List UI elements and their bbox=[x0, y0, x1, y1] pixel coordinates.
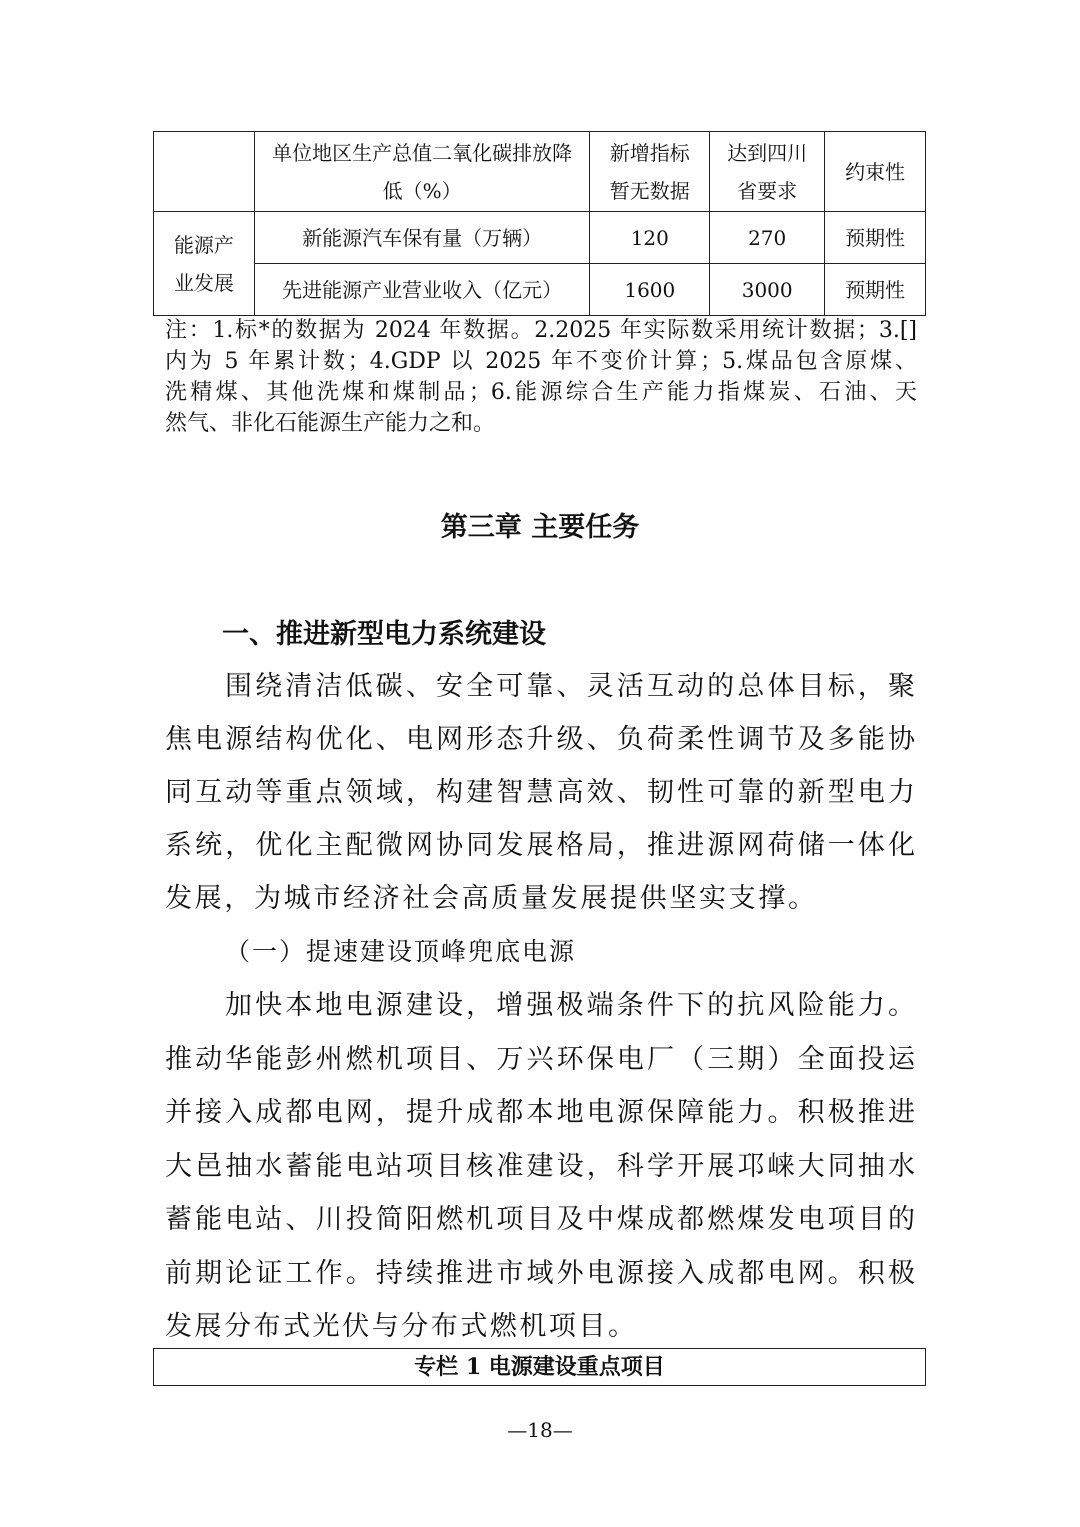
paragraph-line: 系统，优化主配微网协同发展格局，推进源网荷储一体化 bbox=[165, 830, 915, 861]
note-line: 注：1.标*的数据为 2024 年数据。2.2025 年实际数采用统计数据；3.[] bbox=[165, 318, 917, 343]
table-cell-value: 达到四川省要求 bbox=[710, 132, 825, 212]
note-line: 洗精煤、其他洗煤和煤制品；6.能源综合生产能力指煤炭、石油、天 bbox=[165, 380, 917, 405]
table-cell-indicator: 先进能源产业营业收入（亿元） bbox=[254, 264, 589, 316]
table-cell-indicator: 单位地区生产总值二氧化碳排放降低（%） bbox=[254, 132, 589, 212]
note-line: 内为 5 年累计数；4.GDP 以 2025 年不变价计算；5.煤品包含原煤、 bbox=[165, 349, 917, 374]
paragraph-line: 蓄能电站、川投简阳燃机项目及中煤成都燃煤发电项目的 bbox=[165, 1204, 915, 1235]
table-cell-value: 270 bbox=[710, 212, 825, 264]
table-cell-value: 120 bbox=[590, 212, 710, 264]
paragraph-line: 围绕清洁低碳、安全可靠、灵活互动的总体目标，聚 bbox=[225, 671, 915, 702]
table-row bbox=[154, 212, 926, 264]
table-cell-value: 1600 bbox=[590, 264, 710, 316]
table-notes bbox=[165, 315, 917, 439]
paragraph-line: 前期论证工作。持续推进市域外电源接入成都电网。积极 bbox=[165, 1258, 915, 1289]
paragraph-line: 发展分布式光伏与分布式燃机项目。 bbox=[165, 1311, 635, 1342]
table-cell-nature: 预期性 bbox=[825, 264, 926, 316]
subsection-title: （一）提速建设顶峰兜底电源 bbox=[225, 937, 577, 966]
paragraph-line: 并接入成都电网，提升成都本地电源保障能力。积极推进 bbox=[165, 1097, 915, 1128]
paragraph-line: 大邑抽水蓄能电站项目核准建设，科学开展邛崃大同抽水 bbox=[165, 1151, 915, 1182]
paragraph-line: 推动华能彭州燃机项目、万兴环保电厂（三期）全面投运 bbox=[165, 1044, 915, 1075]
paragraph-line: 加快本地电源建设，增强极端条件下的抗风险能力。 bbox=[225, 990, 915, 1021]
page-number: —18— bbox=[507, 1418, 573, 1442]
table-cell-category: 能源产业发展 bbox=[154, 212, 255, 316]
table-cell-nature: 约束性 bbox=[825, 132, 926, 212]
table-cell-nature: 预期性 bbox=[825, 212, 926, 264]
table-cell-value: 3000 bbox=[710, 264, 825, 316]
table-cell-value: 新增指标暂无数据 bbox=[590, 132, 710, 212]
chapter-title: 第三章 主要任务 bbox=[440, 512, 640, 543]
table-row bbox=[154, 264, 926, 316]
column-box-title: 专栏 1 电源建设重点项目 bbox=[153, 1348, 926, 1386]
paragraph-line: 发展，为城市经济社会高质量发展提供坚实支撑。 bbox=[165, 883, 815, 914]
note-line: 然气、非化石能源生产能力之和。 bbox=[165, 411, 496, 436]
table-row bbox=[154, 132, 926, 212]
paragraph-line: 同互动等重点领域，构建智慧高效、韧性可靠的新型电力 bbox=[165, 777, 915, 808]
table-cell-category bbox=[154, 132, 255, 212]
indicator-table bbox=[153, 131, 926, 316]
table-cell-indicator: 新能源汽车保有量（万辆） bbox=[254, 212, 589, 264]
section-title: 一、推进新型电力系统建设 bbox=[222, 619, 546, 650]
paragraph-line: 焦电源结构优化、电网形态升级、负荷柔性调节及多能协 bbox=[165, 724, 915, 755]
